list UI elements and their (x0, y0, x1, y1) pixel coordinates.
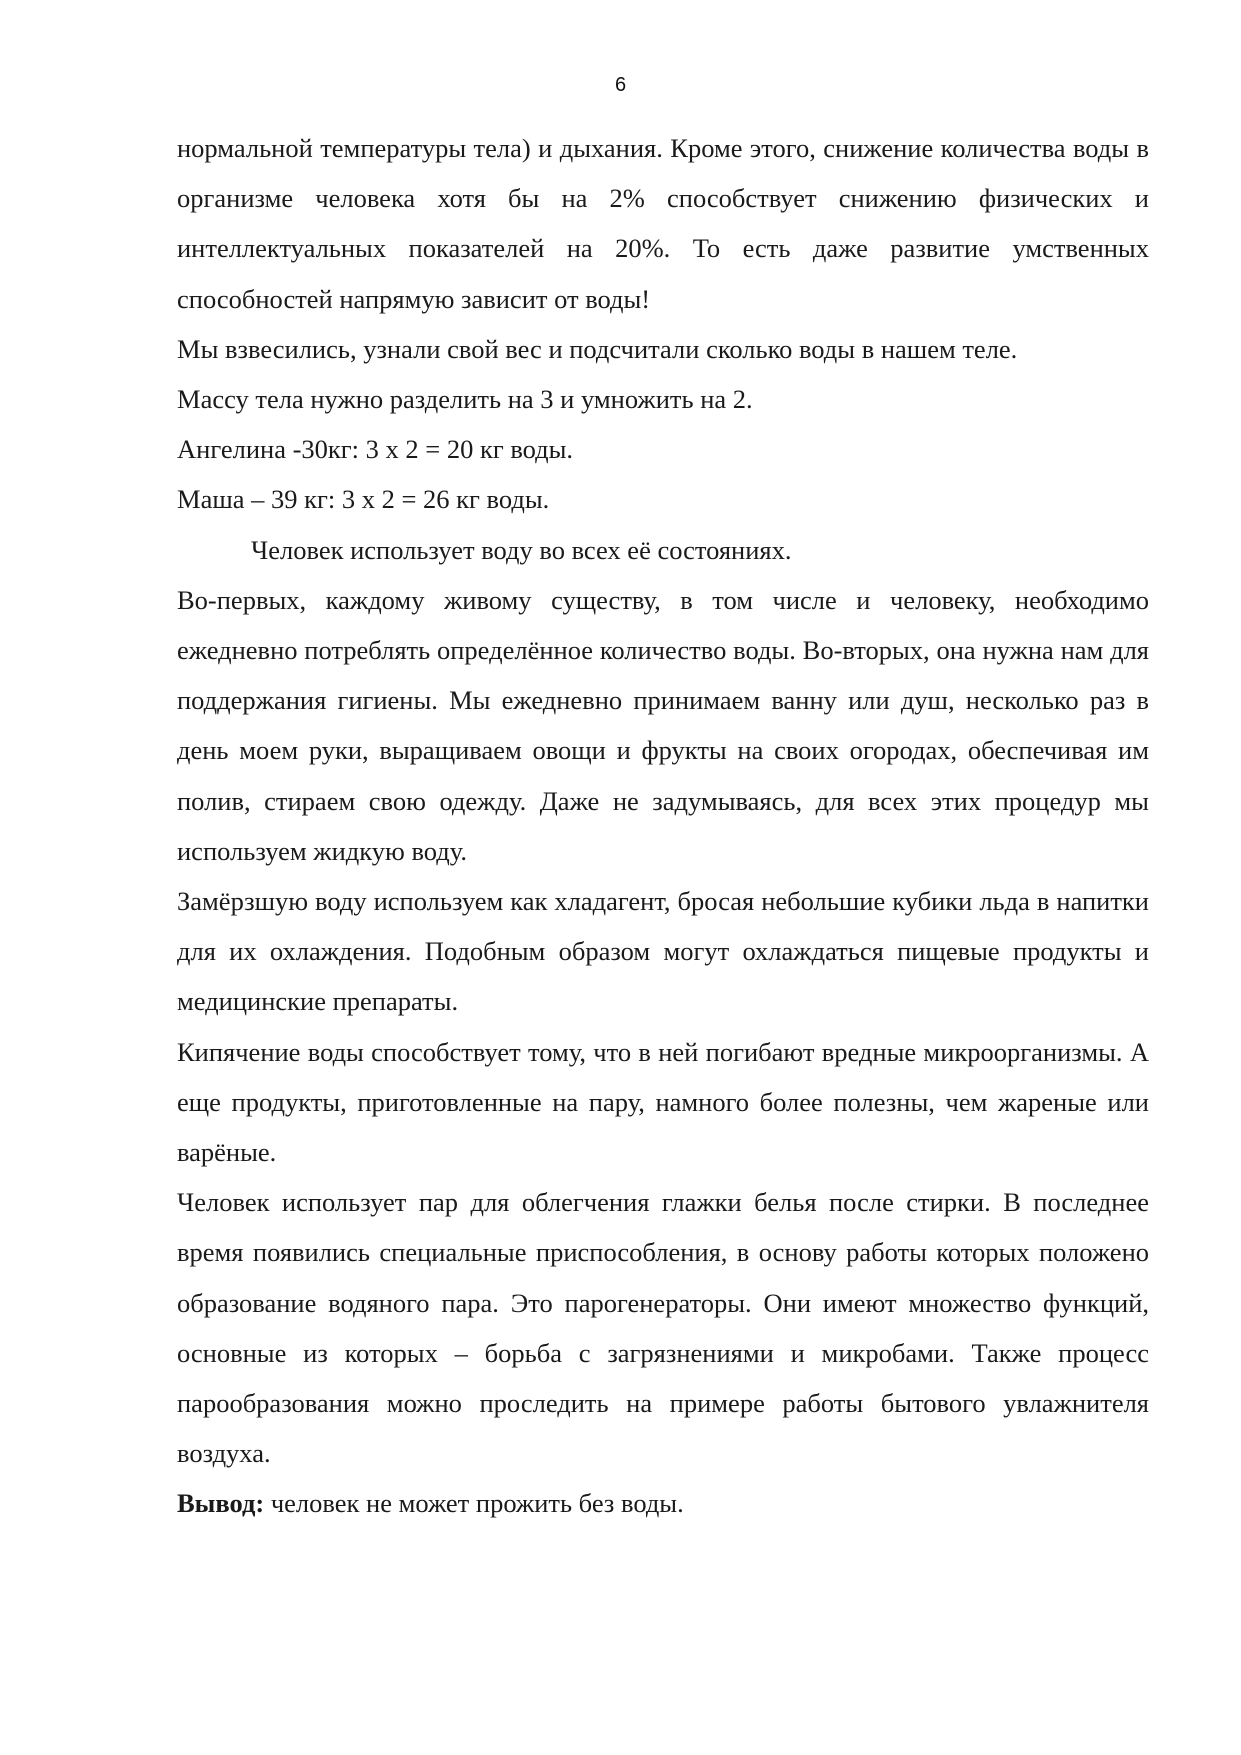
page-number: 6 (614, 74, 627, 96)
paragraph-formula: Массу тела нужно разделить на 3 и умножить на 2. (177, 384, 753, 415)
paragraph-steam: Человек использует пар для облегчения глажки белья после стирки. В последнее время появились специальные приспособления, в основу работы которых положено образование водяного пара. Это парогенераторы. Они имеют множество функций, основные из которых – борьба с загрязнениями и микробами. Также процесс парообразования можно проследить на примере работы бытового увлажнителя воздуха. (177, 1187, 1149, 1469)
paragraph-water-and-health: нормальной температуры тела) и дыхания. Кроме этого, снижение количества воды в организме человека хотя бы на 2% способствует снижению физических и интеллектуальных показателей на 20%. То есть даже развитие умственных способностей напрямую зависит от воды! (177, 133, 1149, 314)
conclusion-label: Вывод: (177, 1488, 265, 1519)
paragraph-weighing: Мы взвесились, узнали свой вес и подсчитали сколько воды в нашем теле. (177, 333, 1018, 364)
body-text (177, 123, 1149, 1529)
paragraph-conclusion (177, 1478, 1149, 1528)
paragraph-masha: Маша – 39 кг: 3 х 2 = 26 кг воды. (177, 484, 550, 515)
conclusion-text: человек не может прожить без воды. (264, 1488, 684, 1519)
paragraph-liquid-water: Во-первых, каждому живому существу, в том числе и человеку, необходимо ежедневно потреблять определённое количество воды. Во-вторых, она нужна нам для поддержания гигиены. Мы ежедневно принимаем ванну или душ, несколько раз в день моем руки, выращиваем овощи и фрукты на своих огородах, обеспечивая им полив, стираем свою одежду. Даже не задумываясь, для всех этих процедур мы используем жидкую воду. (177, 584, 1149, 866)
paragraph-boiling: Кипячение воды способствует тому, что в ней погибают вредные микроорганизмы. А еще продукты, приготовленные на пару, намного более полезны, чем жареные или варёные. (177, 1036, 1149, 1168)
paragraph-frozen-water: Замёрзшую воду используем как хладагент, бросая небольшие кубики льда в напитки для их охлаждения. Подобным образом могут охлаждаться пищевые продукты и медицинские препараты. (177, 886, 1149, 1017)
paragraph-water-states: Человек использует воду во всех её состояниях. (251, 534, 792, 565)
paragraph-angelina: Ангелина -30кг: 3 х 2 = 20 кг воды. (177, 434, 574, 465)
